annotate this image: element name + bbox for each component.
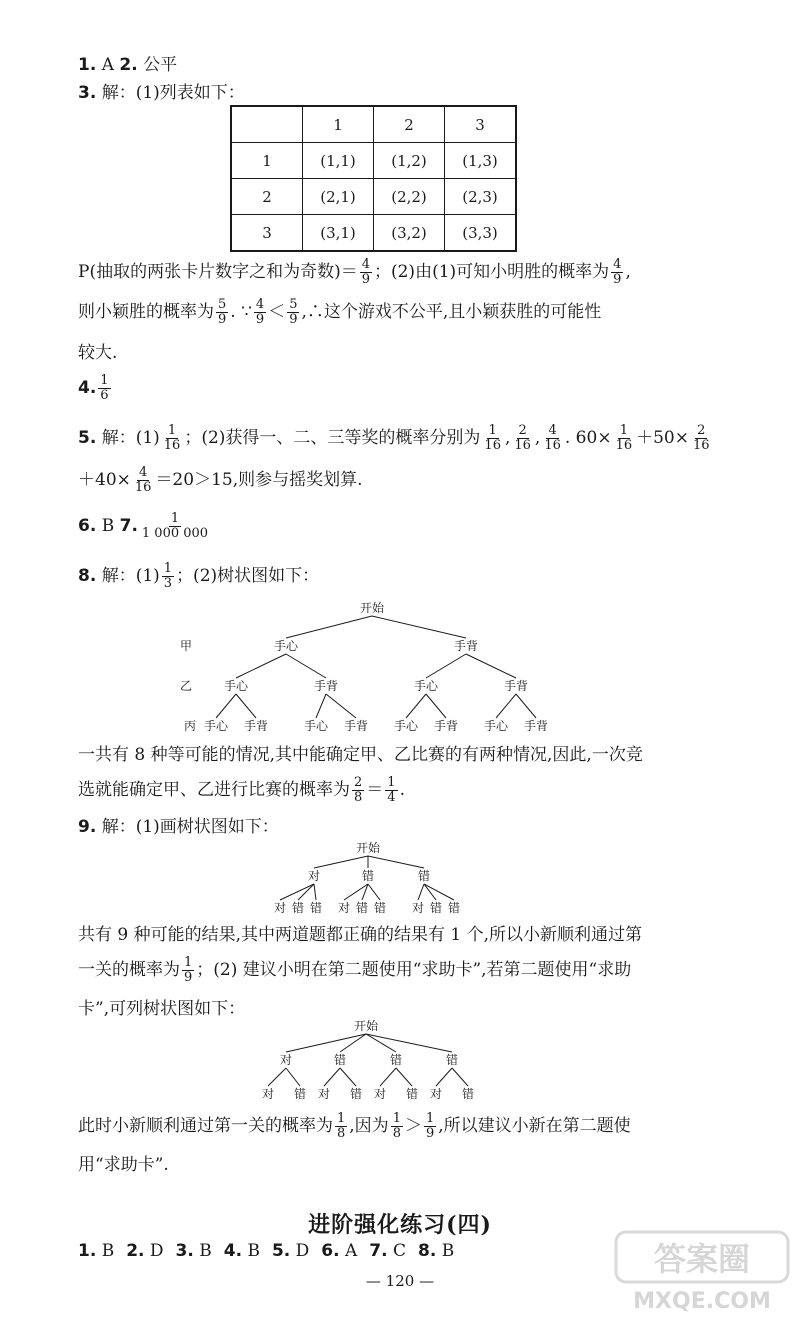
- tree-node-label: 手背: [503, 679, 529, 693]
- tree-branch: [314, 856, 368, 868]
- table-cell: 3: [445, 106, 517, 143]
- fraction: $\frac{2}{16}$: [514, 423, 531, 453]
- tree-node-label: 手心: [393, 719, 419, 733]
- final-answer-item: 5. D: [271, 1241, 310, 1261]
- q9-tree-diagram-1: [0, 838, 800, 920]
- tree-branch: [340, 1068, 356, 1086]
- tree-branch: [436, 1068, 452, 1086]
- final-answer-item: 7. C: [369, 1241, 406, 1261]
- tree-branch: [314, 884, 316, 900]
- table-cell: 2: [231, 179, 303, 215]
- fraction: $\frac{1}{16}$: [615, 423, 633, 453]
- table-cell: (1,3): [445, 143, 517, 179]
- fraction: $\frac{1}{8}$: [337, 1111, 346, 1141]
- tree-branch: [368, 856, 424, 868]
- tree-node-label: 手背: [343, 719, 369, 733]
- tree-branch: [368, 884, 380, 900]
- q9-intro: 9. 解：(1)画树状图如下：: [78, 817, 279, 837]
- tree-branch: [326, 694, 356, 718]
- tree-branch: [268, 1068, 286, 1086]
- tree-branch: [372, 616, 466, 638]
- section-heading: 进阶强化练习(四): [308, 1212, 492, 1238]
- tree-node-label: 对: [307, 869, 321, 883]
- fraction: $\frac{2}{16}$: [693, 423, 710, 453]
- final-answer-item: 4. B: [223, 1241, 260, 1261]
- tree-branch: [286, 654, 326, 678]
- tree-node-label: 对: [429, 1087, 443, 1101]
- fraction: $\frac{1}{9}$: [184, 955, 193, 985]
- tree-node-label: 对: [279, 1053, 293, 1067]
- tree-branch: [344, 884, 368, 900]
- tree-root-label: 开始: [355, 841, 381, 855]
- q9-line-2: 一关的概率为 $\frac{1}{9}$ ；(2) 建议小明在第二题使用“求助卡”,若第二题使用“求助: [78, 955, 632, 985]
- q9-line-4: 此时小新顺利通过第一关的概率为 $\frac{1}{8}$ ,因为 $\frac{1}{8}$ ＞ $\frac{1}{9}$ ,所以建议小新在第二题使: [78, 1111, 631, 1141]
- q4-answer: 4. $\frac{1}{6}$: [78, 373, 109, 403]
- tree-node-label: 错: [461, 1087, 475, 1101]
- fraction: $\frac{4}{16}$: [544, 423, 561, 453]
- table-cell: [231, 106, 303, 143]
- tree-branch: [424, 884, 436, 900]
- tree-branch: [426, 694, 446, 718]
- svg-text:MXQE.COM: MXQE.COM: [633, 1289, 771, 1314]
- tree-node-label: 手心: [223, 679, 249, 693]
- tree-node-label: 错: [291, 901, 305, 915]
- table-row: [231, 179, 516, 215]
- fraction: $\frac{1}{16}$: [163, 423, 181, 453]
- final-answer-item: 6. A: [321, 1241, 358, 1261]
- q2-answer: 公平: [137, 55, 178, 75]
- tree-branch: [418, 884, 424, 900]
- tree-node-label: 手心: [273, 639, 299, 653]
- tree-branch: [424, 884, 454, 900]
- q9-line-3: 卡”,可列树状图如下：: [78, 999, 246, 1019]
- page-number: — 120 —: [365, 1272, 435, 1290]
- fraction: $\frac{4}{9}$: [613, 257, 622, 287]
- tree-node-label: 错: [361, 869, 375, 883]
- fraction: $\frac{5}{9}$: [289, 297, 298, 327]
- table-cell: (1,2): [374, 143, 445, 179]
- tree-branch: [286, 616, 372, 638]
- q9-tree-diagram-2: [0, 1016, 800, 1104]
- fraction: $\frac{4}{9}$: [255, 297, 265, 327]
- tree-branch: [216, 694, 236, 718]
- tree-node-label: 对: [373, 1087, 387, 1101]
- tree-node-label: 错: [349, 1087, 363, 1101]
- tree-node-label: 错: [355, 901, 369, 915]
- final-answer-item: 3. B: [175, 1241, 212, 1261]
- tree-branch: [324, 1068, 340, 1086]
- tree-node-label: 对: [261, 1087, 275, 1101]
- tree-node-label: 对: [317, 1087, 331, 1101]
- table-cell: (3,1): [303, 215, 374, 252]
- fraction: $\frac{2}{8}$: [354, 775, 363, 805]
- svg-text:答案圈: 答案圈: [653, 1240, 751, 1278]
- tree-node-label: 错: [445, 1053, 459, 1067]
- tree-node-label: 错: [447, 901, 461, 915]
- tree-branch: [406, 694, 426, 718]
- tree-root-label: 开始: [359, 601, 385, 615]
- tree-branch: [286, 1034, 366, 1052]
- tree-node-label: 错: [417, 869, 431, 883]
- q2-number: 2.: [119, 55, 138, 75]
- tree-node-label: 错: [333, 1053, 347, 1067]
- tree-node-label: 手心: [203, 719, 229, 733]
- tree-node-label: 错: [309, 901, 323, 915]
- q9-line-1: 共有 9 种可能的结果,其中两道题都正确的结果有 1 个,所以小新顺利通过第: [78, 925, 643, 945]
- final-answer-item: 2. D: [126, 1241, 164, 1261]
- fraction: $\frac{1}{9}$: [425, 1111, 435, 1141]
- tree-branch: [280, 884, 314, 900]
- tree-branch: [426, 654, 466, 678]
- table-cell: 1: [231, 143, 303, 179]
- q8-intro: 8. 解：(1) $\frac{1}{3}$ ；(2)树状图如下：: [78, 561, 320, 591]
- table-cell: (1,1): [303, 143, 374, 179]
- q1-number: 1.: [78, 55, 97, 75]
- table-row: [231, 143, 516, 179]
- fraction: $\frac{1}{8}$: [392, 1111, 401, 1141]
- tree-branch: [236, 654, 286, 678]
- q8-line-2: 选就能确定甲、乙进行比赛的概率为 $\frac{2}{8}$ ＝ $\frac{1}{4}$ .: [78, 775, 405, 805]
- table-cell: (3,2): [374, 215, 445, 252]
- tree-node-label: 手背: [313, 679, 339, 693]
- q3-line-2: 则小颖胜的概率为 $\frac{5}{9}$ . ∵ $\frac{4}{9}$ ＜ $\frac{5}{9}$ ,∴这个游戏不公平,且小颖获胜的可能性: [78, 297, 602, 327]
- outcome-table: [230, 105, 517, 252]
- tree-node-label: 手背: [523, 719, 549, 733]
- tree-branch: [298, 884, 314, 900]
- tree-node-label: 对: [337, 901, 351, 915]
- tree-branch: [452, 1068, 468, 1086]
- q3-intro: 3. 解：(1)列表如下：: [78, 83, 245, 103]
- tree-row-label: 丙: [183, 719, 197, 733]
- tree-node-label: 手心: [483, 719, 509, 733]
- tree-branch: [316, 694, 326, 718]
- tree-branch: [396, 1068, 412, 1086]
- tree-row-label: 乙: [179, 679, 193, 693]
- tree-branch: [286, 1068, 300, 1086]
- q3-line-3: 较大.: [78, 343, 118, 363]
- tree-node-label: 错: [293, 1087, 307, 1101]
- table-cell: 2: [374, 106, 445, 143]
- tree-node-label: 错: [429, 901, 443, 915]
- tree-node-label: 手心: [413, 679, 439, 693]
- q5-line-2: ＋40× $\frac{4}{16}$ ＝20＞15,则参与摇奖划算.: [78, 465, 363, 495]
- tree-row-label: 甲: [179, 639, 193, 653]
- tree-branch: [516, 694, 536, 718]
- table-cell: (2,1): [303, 179, 374, 215]
- tree-node-label: 错: [389, 1053, 403, 1067]
- q3-line-1: P(抽取的两张卡片数字之和为奇数)＝ $\frac{4}{9}$ ；(2)由(1)可知小明胜的概率为 $\frac{4}{9}$ ,: [78, 257, 631, 287]
- table-row: [231, 106, 516, 143]
- fraction: $\frac{1}{3}$: [163, 561, 173, 591]
- q9-line-5: 用“求助卡”.: [78, 1155, 169, 1175]
- fraction: $\frac{4}{9}$: [361, 257, 370, 287]
- q8-line-1: 一共有 8 种等可能的情况,其中能确定甲、乙比赛的有两种情况,因此,一次竞: [78, 745, 643, 765]
- fraction: $\frac{1}{6}$: [100, 373, 109, 403]
- tree-node-label: 手背: [453, 639, 479, 653]
- final-answer-item: 1. B: [78, 1241, 115, 1261]
- q1-answer: A: [96, 55, 120, 75]
- answers-6-7: 6. B 7. $\frac{1}{1 000 000}$: [78, 511, 209, 541]
- tree-node-label: 对: [411, 901, 425, 915]
- tree-node-label: 错: [373, 901, 387, 915]
- table-cell: (2,2): [374, 179, 445, 215]
- fraction: $\frac{4}{16}$: [134, 465, 152, 495]
- table-cell: 1: [303, 106, 374, 143]
- tree-root-label: 开始: [353, 1019, 379, 1033]
- table-cell: (2,3): [445, 179, 517, 215]
- fraction: $\frac{1}{16}$: [484, 423, 501, 453]
- tree-branch: [236, 694, 256, 718]
- fraction: $\frac{5}{9}$: [218, 297, 227, 327]
- tree-branch: [466, 654, 516, 678]
- watermark-logo: [612, 1228, 792, 1318]
- table-cell: 3: [231, 215, 303, 252]
- table-cell: (3,3): [445, 215, 517, 252]
- tree-node-label: 手背: [433, 719, 459, 733]
- tree-node-label: 手背: [243, 719, 269, 733]
- fraction: $\frac{1}{1 000 000}$: [141, 511, 209, 541]
- answers-1-2: [78, 52, 680, 78]
- tree-branch: [366, 1034, 452, 1052]
- tree-node-label: 手心: [303, 719, 329, 733]
- final-answer-item: 8. B: [418, 1241, 455, 1261]
- tree-branch: [380, 1068, 396, 1086]
- tree-node-label: 错: [405, 1087, 419, 1101]
- table-row: [231, 215, 516, 252]
- q5-line-1: 5. 解：(1) $\frac{1}{16}$ ；(2)获得一、二、三等奖的概率分别为 $\frac{1}{16}$ , $\frac{2}{16}$ , $\frac{4}{16}$ . 60× $\frac{1}{16}$ ＋50× $\frac{2}{16}$: [78, 423, 710, 453]
- tree-branch: [496, 694, 516, 718]
- q8-tree-diagram: [0, 598, 800, 738]
- tree-node-label: 对: [273, 901, 287, 915]
- final-answers: [78, 1238, 680, 1264]
- fraction: $\frac{1}{4}$: [387, 775, 396, 805]
